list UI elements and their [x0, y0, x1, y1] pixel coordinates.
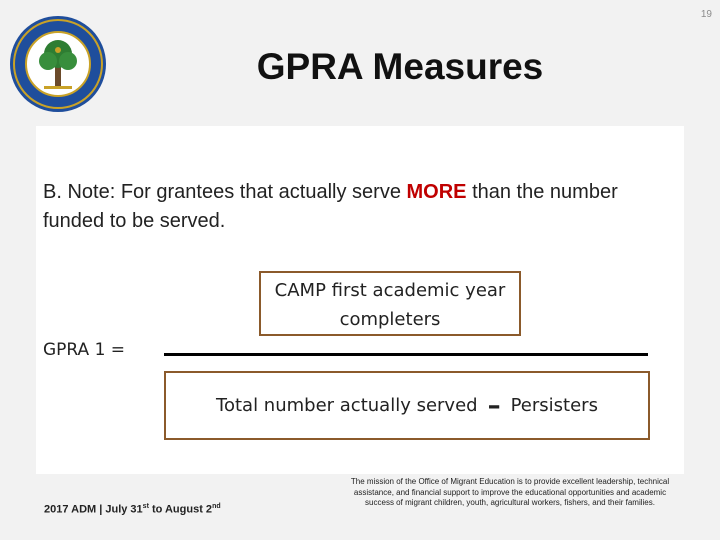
denominator-persisters: Persisters: [510, 395, 598, 416]
note-prefix: B. Note: For grantees that actually serve: [43, 181, 407, 203]
footer-event-end: to August 2: [148, 503, 213, 516]
slide-title: GPRA Measures: [256, 46, 544, 87]
footer-event: [44, 503, 221, 516]
note-emphasis: MORE: [406, 181, 467, 203]
department-of-education-seal: [8, 14, 108, 114]
gpra-label: GPRA 1 =: [43, 340, 126, 360]
denominator-box: [164, 371, 650, 440]
note-text: [43, 178, 673, 236]
footer-sup-st: st: [142, 503, 149, 510]
content-panel: [36, 126, 684, 474]
fraction-line: [164, 353, 648, 356]
note-suffix: than the number funded to be served.: [43, 181, 618, 232]
page-number: 19: [700, 9, 712, 20]
numerator-box: CAMP first academic year completers: [259, 271, 521, 336]
denominator-total: Total number actually served: [216, 395, 478, 416]
footer-sup-nd: nd: [212, 503, 221, 510]
minus-operator: –: [487, 390, 501, 421]
footer-event-start: 2017 ADM | July 31: [44, 503, 143, 516]
footer-mission: The mission of the Office of Migrant Education is to provide excellent leadership, technical assistance, and financial support to improve the educational opportunities and academic success of migrant children, youth, agricultural workers, fishers, and their families.: [350, 477, 670, 507]
